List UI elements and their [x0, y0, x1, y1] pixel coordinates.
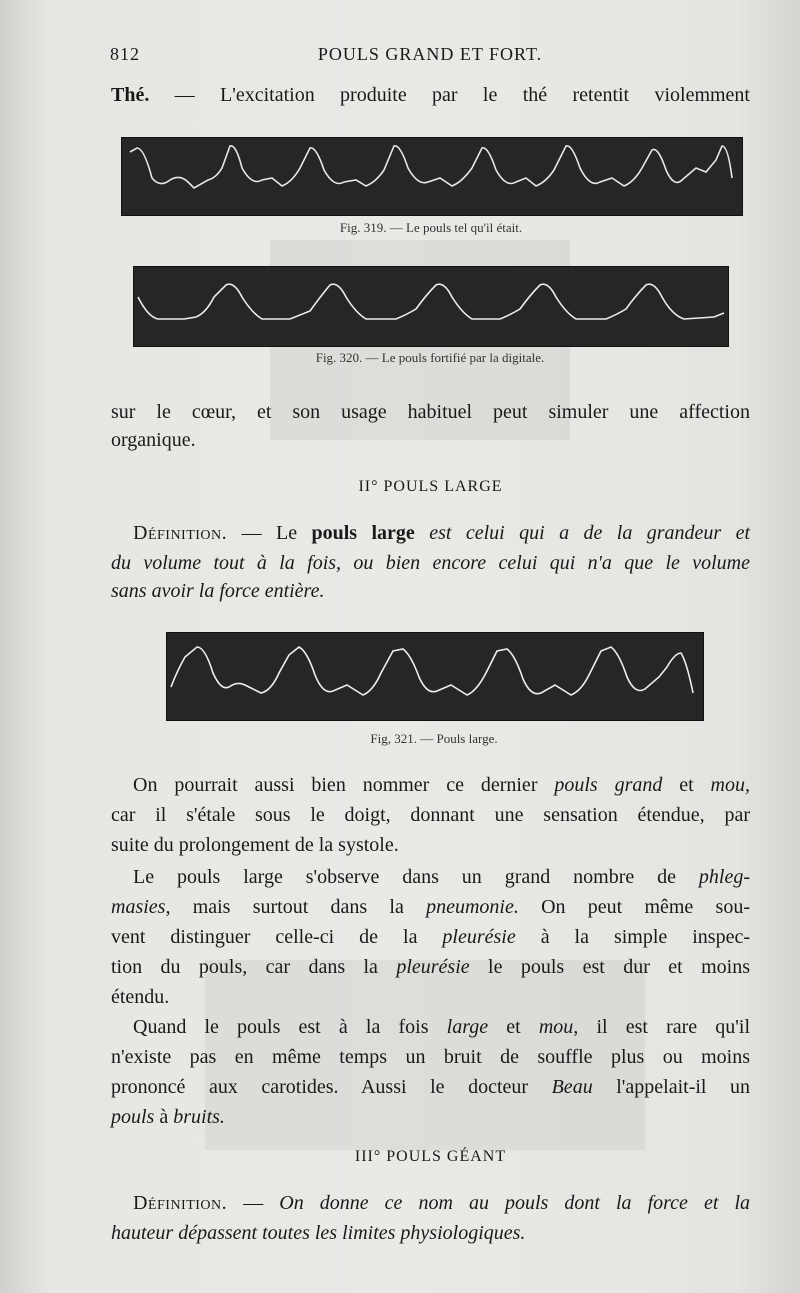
definition-text: est celui qui a de la grandeur et [414, 522, 751, 544]
paragraph-3-line-1 [111, 1012, 750, 1042]
paragraph-1-line-3: suite du prolongement de la systole. [111, 834, 399, 856]
continuation-line-2: organique. [111, 429, 196, 451]
definition-label: Définition. [133, 522, 228, 544]
paragraph-3-line-4 [111, 1102, 750, 1132]
definition-dash: — Le [227, 522, 312, 544]
italic-span: pleurésie [442, 926, 516, 948]
continuation-line-1: sur le cœur, et son usage habituel peut simuler une affection [111, 401, 750, 423]
paragraph-1-line-2: car il s'étale sous le doigt, donnant une sensation étendue, par [111, 804, 750, 826]
definition-text: On donne ce nom au pouls dont la force et la [279, 1192, 751, 1214]
italic-span: pouls grand [554, 774, 663, 796]
definition-line-2: du volume tout à la fois, ou bien encore celui qui n'a que le volume [111, 552, 750, 574]
intro-line [111, 80, 750, 110]
italic-span: mou, [710, 774, 750, 796]
figure-320-pulse-tracing [133, 266, 729, 347]
text-span: le pouls est dur et moins [469, 956, 750, 978]
figure-321-pulse-tracing [166, 632, 704, 721]
text-span: On pourrait aussi bien nommer ce dernier [133, 774, 555, 796]
paragraph-2-line-3 [111, 922, 750, 952]
text-span: à [154, 1106, 174, 1128]
text-span: à la simple inspec- [515, 926, 750, 948]
definition-term: pouls large [311, 522, 415, 544]
text-span: vent distinguer celle-ci de la [111, 926, 443, 948]
definition-3-line-1 [111, 1188, 750, 1218]
italic-span: large [446, 1016, 489, 1038]
definition-label: Définition. [133, 1192, 228, 1214]
text-span: mais surtout dans la [170, 896, 427, 918]
definition-3-line-2: hauteur dépassent toutes les limites physiologiques. [111, 1222, 526, 1244]
text-span: l'appelait-il un [592, 1076, 750, 1098]
text-span: il est rare qu'il [578, 1016, 751, 1038]
definition-line-3: sans avoir la force entière. [111, 580, 325, 602]
figure-319-pulse-tracing [121, 137, 743, 216]
text-span: et [662, 774, 711, 796]
page-header [110, 44, 750, 70]
definition-line-1 [111, 518, 750, 548]
section-heading-pouls-large: II° POULS LARGE [358, 478, 503, 495]
definition-dash: — [227, 1192, 280, 1214]
italic-span: Beau [551, 1076, 593, 1098]
intro-text: — L'excitation produite par le thé retentit violemment [149, 84, 750, 106]
figure-320-caption: Fig. 320. — Le pouls fortifié par la digitale. [315, 350, 545, 365]
italic-span: pneumonie. [426, 896, 519, 918]
paragraph-2-line-5: étendu. [111, 986, 170, 1008]
page-number: 812 [110, 44, 140, 64]
italic-span: phleg- [698, 866, 750, 888]
text-span: Quand le pouls est à la fois [133, 1016, 447, 1038]
paragraph-2-line-4 [111, 952, 750, 982]
italic-span: bruits. [173, 1106, 225, 1128]
italic-span: pleurésie [396, 956, 470, 978]
text-span: prononcé aux carotides. Aussi le docteur [111, 1076, 552, 1098]
figure-319-caption: Fig. 319. — Le pouls tel qu'il était. [339, 220, 523, 235]
intro-term: Thé. [111, 84, 150, 106]
paragraph-1-line-1 [111, 770, 750, 800]
text-span: Le pouls large s'observe dans un grand nombre de [133, 866, 699, 888]
paragraph-3-line-2: n'existe pas en même temps un bruit de souffle plus ou moins [111, 1046, 750, 1068]
paragraph-3-line-3 [111, 1072, 750, 1102]
italic-span: mou, [538, 1016, 579, 1038]
text-span: et [488, 1016, 539, 1038]
paragraph-2-line-1 [111, 862, 750, 892]
italic-span: pouls [111, 1106, 155, 1128]
section-heading-pouls-geant: III° POULS GÉANT [354, 1148, 507, 1165]
text-span: On peut même sou- [518, 896, 750, 918]
paragraph-2-line-2 [111, 892, 750, 922]
running-title: POULS GRAND ET FORT. [317, 44, 543, 64]
figure-321-caption: Fig, 321. — Pouls large. [370, 731, 498, 746]
text-span: tion du pouls, car dans la [111, 956, 397, 978]
italic-span: masies, [111, 896, 171, 918]
